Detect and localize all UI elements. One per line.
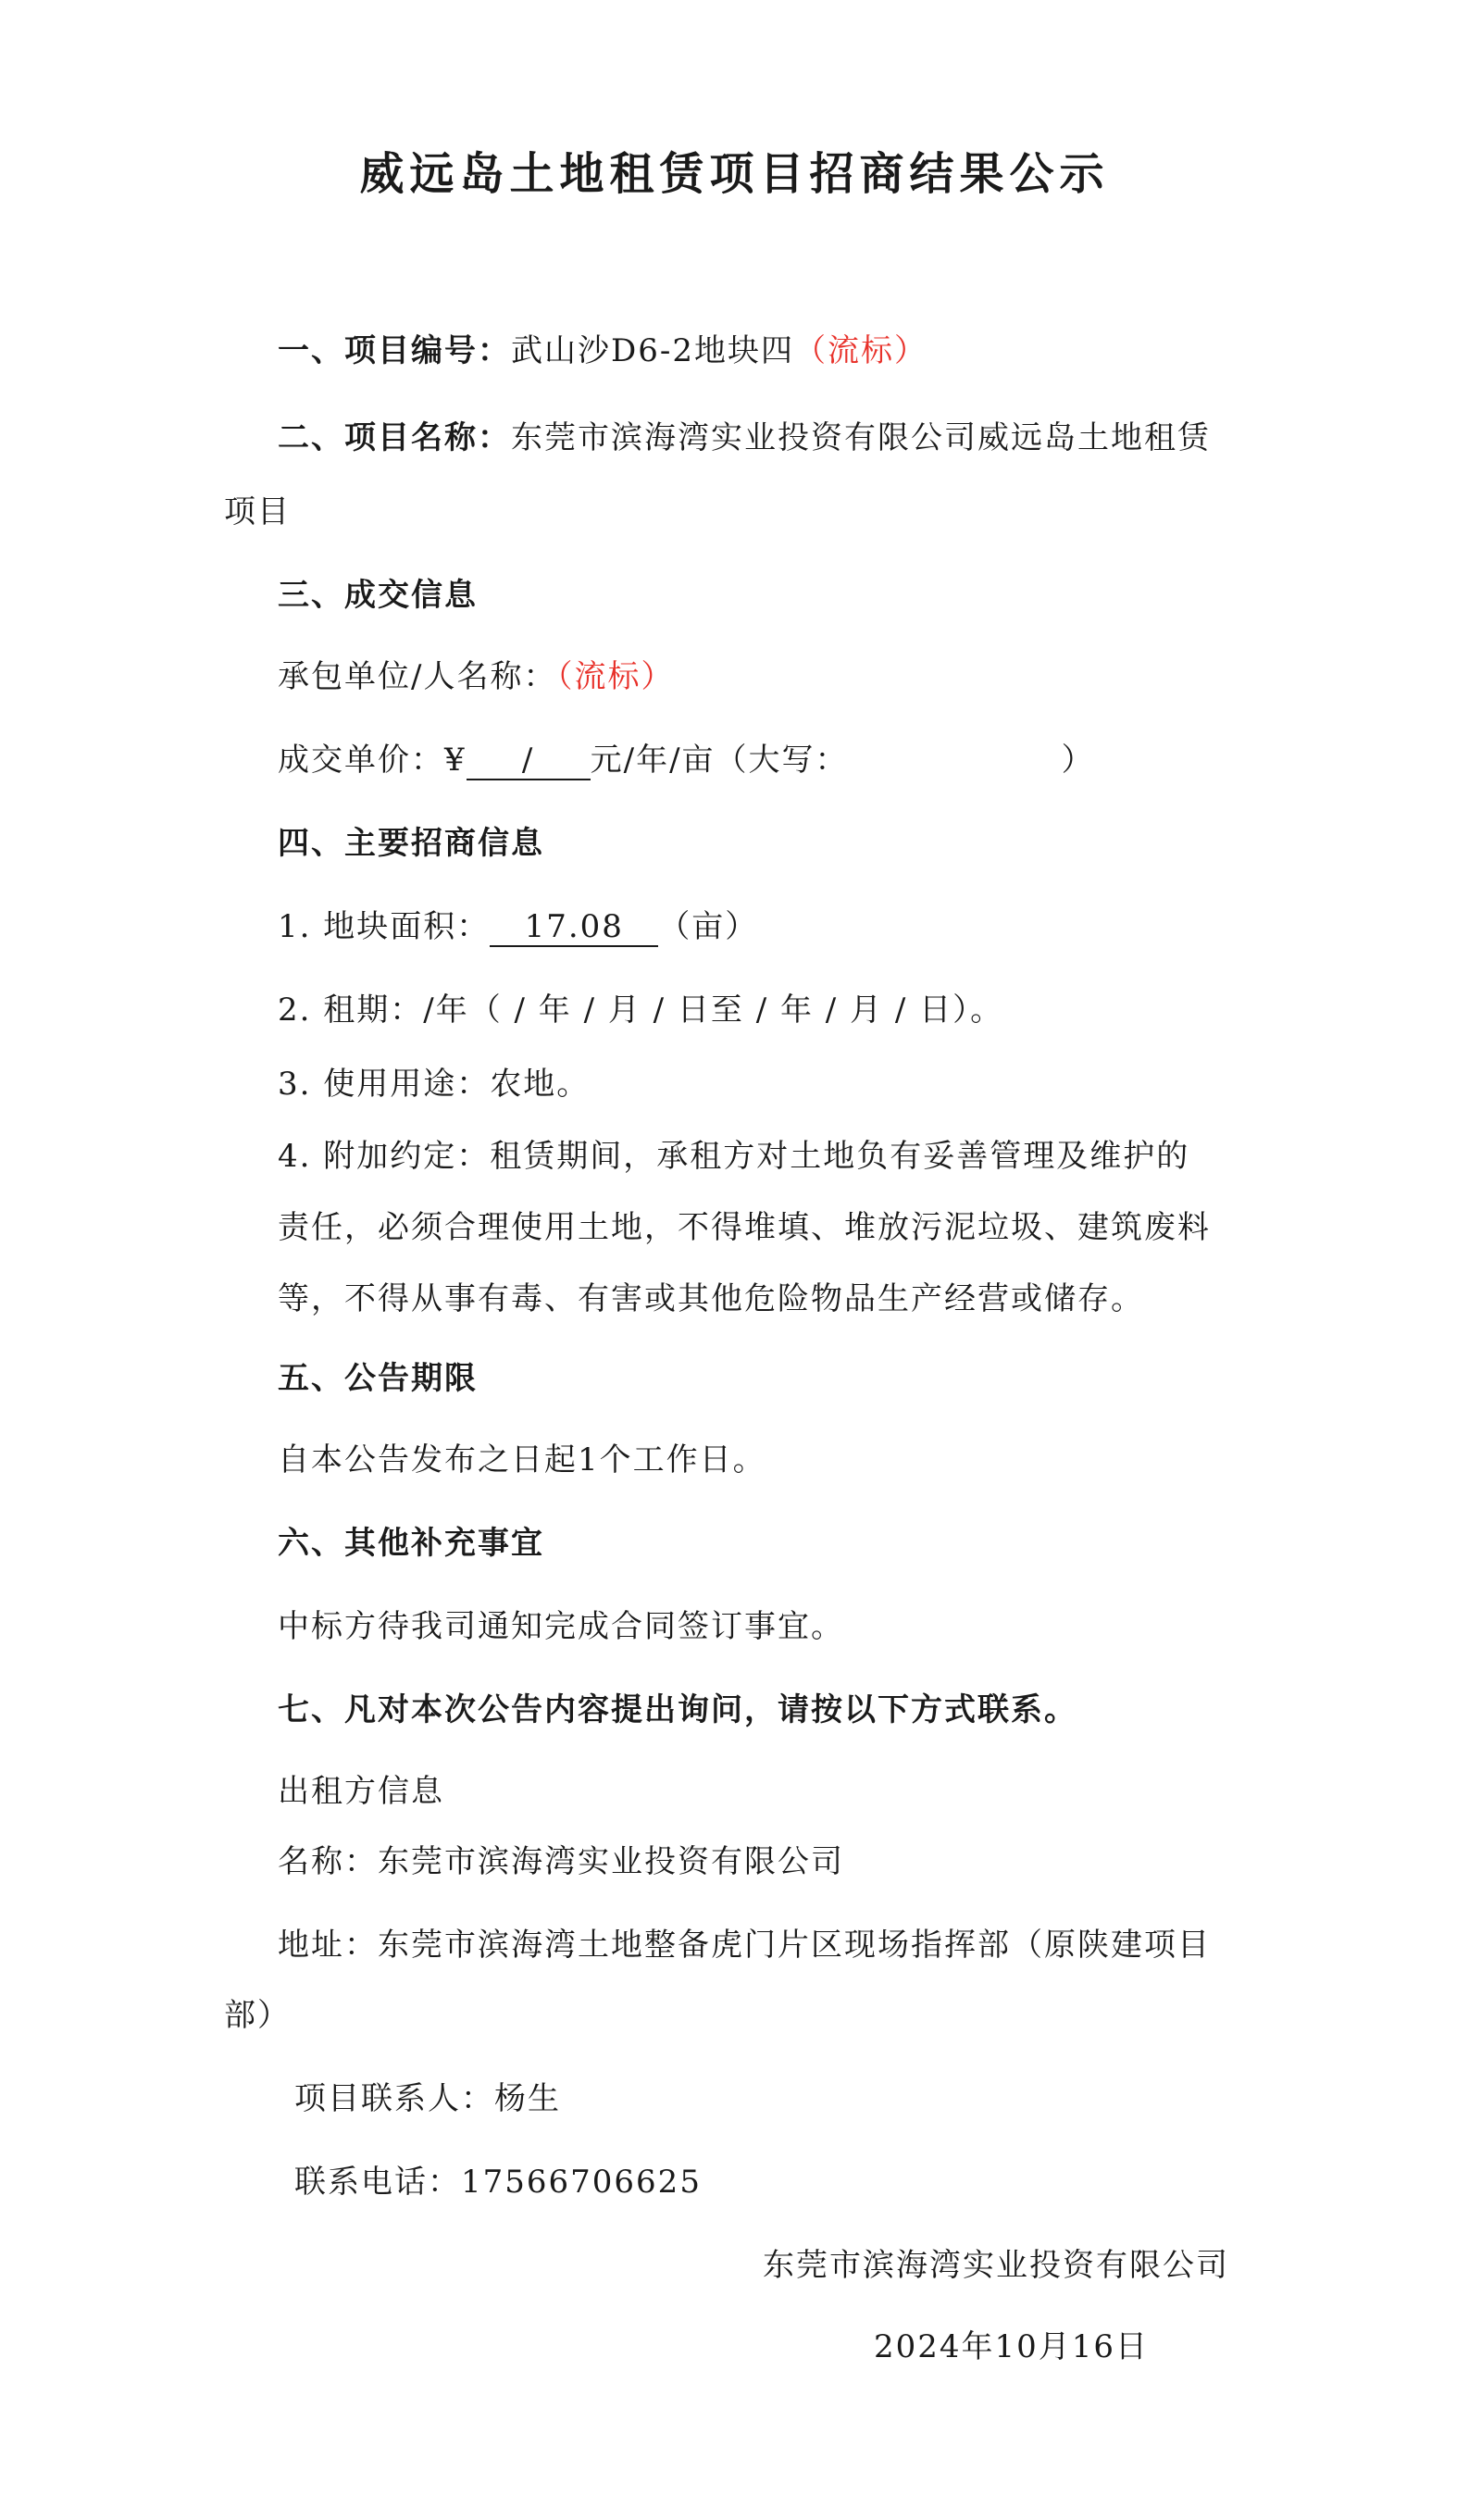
deal-price-label: 成交单价：¥ (278, 742, 467, 779)
document-title: 威远岛土地租赁项目招商结果公示 (359, 148, 1110, 200)
other-matters-text: 中标方待我司通知完成合同签订事宜。 (278, 1608, 844, 1645)
contractor-value: （流标） (556, 658, 675, 695)
deal-price-close: ） (1061, 742, 1095, 779)
lessor-name: 名称：东莞市滨海湾实业投资有限公司 (278, 1843, 844, 1880)
deal-price-unit: 元/年/亩（大写： (590, 742, 849, 779)
contact-phone: 联系电话：17566706625 (294, 2164, 702, 2201)
land-area-line (278, 905, 758, 948)
main-info-heading: 四、主要招商信息 (278, 825, 544, 862)
other-matters-heading: 六、其他补充事宜 (278, 1525, 544, 1562)
project-name-line (278, 417, 1211, 459)
lessor-address-line-2: 部） (224, 1997, 291, 2034)
project-number-line (278, 330, 927, 372)
project-contact: 项目联系人：杨生 (294, 2080, 561, 2117)
signature-company: 东莞市滨海湾实业投资有限公司 (763, 2247, 1229, 2284)
notice-period-text: 自本公告发布之日起1个工作日。 (278, 1441, 766, 1478)
contractor-label: 承包单位/人名称： (278, 658, 557, 695)
additional-terms-line-2: 责任，必须合理使用土地，不得堆填、堆放污泥垃圾、建筑废料 (278, 1209, 1211, 1246)
project-number-status: （流标） (794, 332, 928, 369)
lease-term-line: 2. 租期：/年（ / 年 / 月 / 日至 / 年 / 月 / 日）。 (278, 992, 1004, 1029)
project-name-value-1: 东莞市滨海湾实业投资有限公司威远岛土地租赁 (511, 419, 1211, 456)
land-area-label: 1. 地块面积： (278, 908, 491, 945)
signature-date: 2024年10月16日 (874, 2328, 1150, 2365)
project-number-label: 一、项目编号： (278, 332, 511, 369)
land-area-value: 17.08 (490, 908, 658, 947)
project-number-value: 武山沙D6-2地块四 (511, 332, 795, 369)
deal-price-value: / (467, 742, 591, 780)
contractor-line (278, 655, 674, 698)
project-name-label: 二、项目名称： (278, 419, 511, 456)
deal-price-line (278, 739, 1095, 781)
additional-terms-line-1: 4. 附加约定：租赁期间，承租方对土地负有妥善管理及维护的 (278, 1138, 1190, 1175)
contact-heading: 七、凡对本次公告内容提出询问，请按以下方式联系。 (278, 1691, 1077, 1728)
land-area-unit: （亩） (658, 908, 759, 945)
additional-terms-line-3: 等，不得从事有毒、有害或其他危险物品生产经营或储存。 (278, 1280, 1144, 1317)
project-name-continuation: 项目 (224, 493, 291, 530)
lessor-info-heading: 出租方信息 (278, 1773, 444, 1810)
deal-info-heading: 三、成交信息 (278, 577, 478, 614)
land-usage-line: 3. 使用用途：农地。 (278, 1066, 591, 1103)
notice-period-heading: 五、公告期限 (278, 1360, 478, 1397)
lessor-address-line-1: 地址：东莞市滨海湾土地整备虎门片区现场指挥部（原陕建项目 (278, 1927, 1211, 1964)
